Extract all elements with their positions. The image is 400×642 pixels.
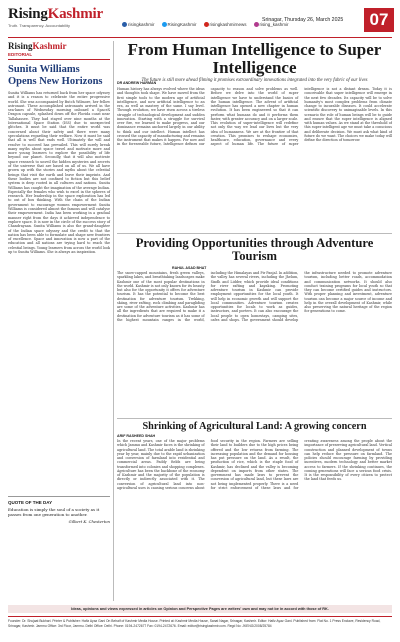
lead-body-text: Human history has always evolved where the ideas and thoughts took shape. We have moved from the first simple tools to the modern age of artificial intelligence, and now artificial intelligence to an era, as well as mastery of the same. I say level. Through evolution, we have risen across a tireless struggle of technological development and sudden innovation. Starting with a struggle for survival over fire, we learned to make progress, and our dominance remains anchored largely in our ability to think and our intellect. Human intellect has crossed the capacity of manufacturing and remains the instrument that makes it happen. For now and in the foreseeable future, Intelligence defines our capacity to reason and solve problems as well. Before we delve into the world of super intelligence we have to understand the basics of the human intelligence. The advent of artificial intelligence has opened a new chapter in human evolution. It has been engineered so that it can perform what humans do and it performs them faster, with greater accuracy and on a larger scale. This evolution of super-intelligence will redefine not only the way we lead our lives but the very idea of humanness. We are at the frontier of that creation. This promises to reshape economies, healthcare, education, governance and every aspect of human life. The future of super intelligence is not a distant dream. Today it is conceivable that super intelligence will emerge in the next few decades. Its capacity will be to solve humanity's most complex problems from climate change to incurable diseases. It could accelerate scientific discovery to unimaginable levels. In this scenario the role of human beings will be to guide and ensure that the super intelligence is aligned with human values. As we stand at the threshold of this super intelligent age we must take a conscious and deliberate decision. We must ask what kind of future do we want. The choices we make today will define the direction of tomorrow. xyxy=(117,87,392,147)
logo-rising: Rising xyxy=(8,6,48,22)
masthead xyxy=(0,0,400,40)
quote-author: Gilbert K. Chesterton xyxy=(68,519,110,524)
story2-body-text: The snow-capped mountains, fresh green valleys, sparkling lakes, and breathtaking landscapes make Kashmir one of the most popular destinations in the world. Kashmir is not only known for its beauty but also for the opportunity it offers for adventure tourism. It has the potential to become the best destination for adventure tourism. Trekking, skiing, river rafting, rock climbing and paragliding are some of the adventure activities. Kashmir has all the ingredients that are required to make it a destination for adventure tourism as it has some of the highest mountain ranges in the world, including the Himalayas and Pir Panjal. In addition, the valley has several rivers, including the Jhelum, Sindh and Lidder, which provide ideal conditions for river rafting and kayaking. Promoting adventure tourism in Kashmir can provide employment opportunities for the local youth. It will help in economic growth and will support the local communities. Adventure tourism creates opportunities for locals to work as guides, instructors, and porters. It can also encourage the local people to open homestays, camping sites, cafes and shops. The government should develop the infrastructure needed to promote adventure tourism, including better roads, accommodation and communication networks. It should also conduct training programs for local youth so that they can become certified guides and instructors. With proper planning and investment, adventure tourism can become a major source of income and help in the overall development of Kashmir, while also preserving the natural heritage of the region for generations to come. xyxy=(117,271,392,322)
lead-deck: The future is still more ahead filming it promises extraordinary innovations integrated into the very fabric of our lives xyxy=(141,78,368,83)
page-number: 07 xyxy=(364,8,394,32)
twitter-icon xyxy=(162,22,167,27)
story2-body xyxy=(117,271,392,416)
lead-byline: DR ANDREW HARMAN xyxy=(117,81,157,85)
editorial-column xyxy=(8,41,110,603)
facebook-icon xyxy=(122,22,127,27)
imprint-line: Founder: Dr. Shujaat Bukhari. Printer & Publisher: Hafiz Ayaz Gani On Behalf of Kashmir Media House. Printed at: Kashmir Media House, Sanat Nagar, Srinagar, Kashmir. Editor: Hafiz Ayaz Gani. Published from: Flat No. 1 Press Enclave, Residency Road, Srinagar, Kashmir. Jammu Office: 3rd Floor, Jammu. Delhi Office: Delhi. Phone: 0194-2472677 Fax: 0194-2472676. Email: editor@risingkashmir.com. Regd No: JKENG/2008/25784 xyxy=(8,616,392,628)
story3-byline: ARIF RASHEED SHAH xyxy=(117,434,156,438)
story3-headline[interactable]: Shrinking of Agricultural Land: A growing concern xyxy=(142,421,367,432)
story3-body-text: In the recent years, one of the major problems which Jammu and Kashmir faces is the shrinking of agricultural land. The total arable land is shrinking year by year, mainly due to the rapid urbanization and conversion of farmland into residential and commercial areas. Paddy fields are being transformed into colonies and shopping complexes. Agriculture has been the backbone of the economy of Kashmir and the majority of the population is directly or indirectly associated with it. The conversion of agricultural land into non-agricultural uses is causing serious concerns about food security in the region. Farmers are selling their land to builders due to the high prices being offered and the low returns from farming. The increasing population and the demand for housing has put pressure on the land. As a result, the production of rice, which is the staple food of Kashmir, has declined and the valley is becoming dependent on imports from other states. The government has made laws to prevent the conversion of agricultural land, but these laws are not being implemented properly. There is a need for strict enforcement of these laws and for creating awareness among the people about the importance of preserving agricultural land. Vertical construction and planned development of towns can help reduce the pressure on farmland. The policies should encourage farming by providing incentives, modern technology and better market access to farmers. If the shrinking continues, the coming generations will face a serious food crisis. It is the responsibility of every citizen to protect the land that feeds us. xyxy=(117,439,392,490)
editorial-body: Sunita Williams has returned back from her space odyssey and it is a reason to celebrate the entire progressive world. She was accompanied by Butch Wilmore, her fellow astronaut. These accomplished astronauts arrived in the sea-lanes of Wednesday morning onboard a SpaceX Dragon capsule, splashed down off the Florida coast near Tallahassee. They had stayed over nine months at the International Space Station (ISS) due to unexpected glitches. It must be said that the entire world was concerned about their safety and there were many speculations regarding their welfare. Now it must be said that all is well that ends well. Ultimately the will and resolve to succeed has prevailed. This will surely break many myths about space travel and motivate more and more young learners to explore the possibility of life beyond our planet. Secondly, that it will also motivate space research to unveil the hidden mysteries and secrets of the universe that are based on all of us. We all have grown up with the stories and myths about the celestial beings that visit the earth and leave their imprints. And these bodies are not confined to fiction but this belief system is deep rooted in all cultures and nations. Sunita Williams has caught the imagination of the average Indian. Especially the females who wish to excel in the spheres of research. Her leadership in the space exploration has led to out of box thinking. With the chain of the Indian government to encourage women empowerment Sunita Williams is considered almost the famous and will catalyse their empowerment. India has been working in a gradual manner right from the days it achieved independence to explore space. It is now in the circle of the success story of Chandrayaan. Sunita Williams is also the grand-daughter of the Indian space odyssey and the credit to that the nation has been able to formulate and shape new frontiers of excellence. Space and innovation is now a part of the education and all nations are trying hard to reach the celestial beings. Young learners from across the world look up to Sunita Williams. She is always an inspiration. xyxy=(8,91,110,254)
column-divider xyxy=(113,41,114,601)
social-link-youtube[interactable]: risingkashmirnews xyxy=(204,22,247,27)
youtube-icon xyxy=(204,22,209,27)
section-divider xyxy=(117,233,392,234)
section-logo: RisingKashmir xyxy=(8,41,67,51)
lead-headline[interactable]: From Human Intelligence to Super Intelligence xyxy=(127,40,382,77)
dateline: Srinagar, Thursday 26, March 2025 xyxy=(262,17,344,23)
story2-headline[interactable]: Providing Opportunities through Adventure Tourism xyxy=(135,236,374,263)
lead-columns xyxy=(117,87,392,227)
logo-kashmir: Kashmir xyxy=(47,6,103,22)
story3-body xyxy=(117,439,392,601)
opinion-disclaimer: Ideas, opinions and views expressed in articles on Opinion and Perspective Pages are writers' own and may not be in accord with those of RK. xyxy=(8,605,392,613)
section-label: EDITORIAL xyxy=(8,52,33,57)
social-link-instagram[interactable]: rising_kashmir xyxy=(254,22,289,27)
section-tag xyxy=(8,41,110,60)
lead-story-header xyxy=(117,41,392,83)
newspaper-logo[interactable] xyxy=(8,6,103,23)
quote-of-the-day xyxy=(8,496,110,524)
quote-text: Education is simply the soul of a society as it passes from one generation to another. xyxy=(8,507,100,517)
tagline: Truth. Transparency. Accountability xyxy=(8,23,71,28)
masthead-divider xyxy=(8,37,392,38)
quote-title: QUOTE OF THE DAY xyxy=(8,500,53,505)
section-divider xyxy=(117,418,392,419)
story2-byline: RAHUL ASAD BHAT xyxy=(172,266,207,270)
lead-story-body xyxy=(117,81,392,230)
instagram-icon xyxy=(254,22,259,27)
editorial-headline[interactable]: Sunita Williams Opens New Horizons xyxy=(8,64,103,87)
social-link-twitter[interactable]: RisingKashmir xyxy=(162,22,197,27)
social-link-facebook[interactable]: risingkashmir xyxy=(122,22,155,27)
